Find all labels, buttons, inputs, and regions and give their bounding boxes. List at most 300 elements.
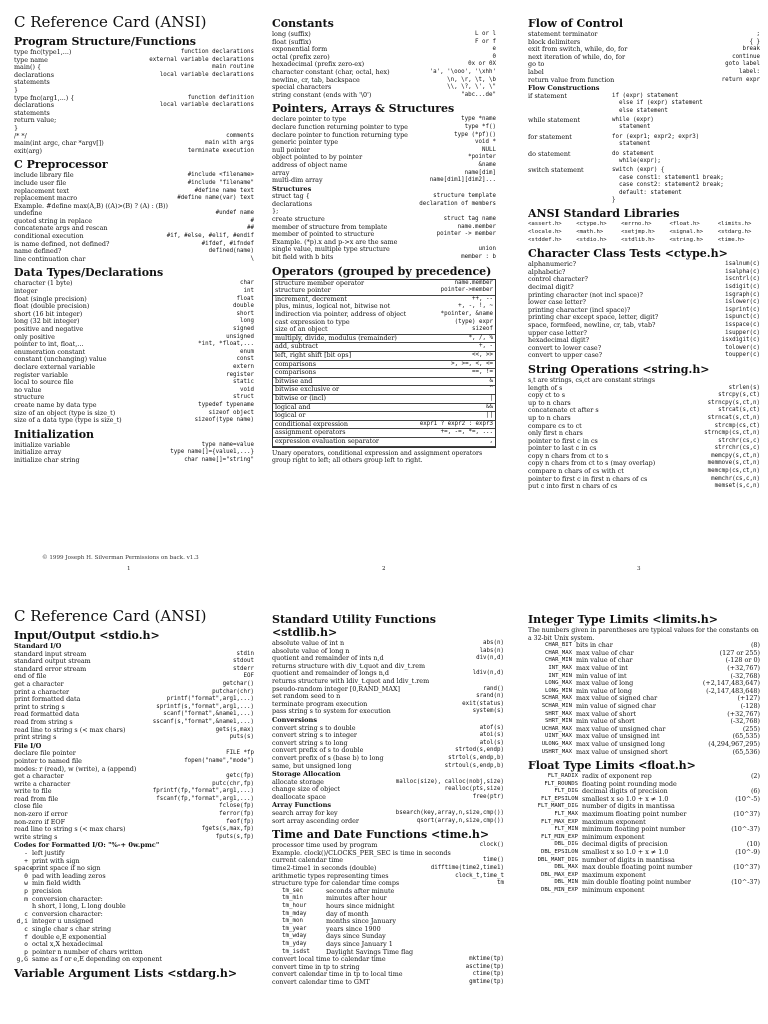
operator-precedence-table	[272, 279, 496, 448]
entry-row	[272, 865, 504, 873]
entry-row	[272, 873, 504, 881]
entry-description: }	[14, 86, 19, 94]
construct-syntax: switch (expr) { case const1: statement1 break; case const2: statement2 break; default: statement }	[612, 167, 724, 204]
entry-description: copy ct to s	[528, 392, 566, 400]
entry-syntax: extern	[233, 363, 254, 370]
entry-syntax: system(s)	[472, 708, 504, 715]
entry-row	[272, 162, 496, 170]
entry-syntax: break	[742, 46, 760, 53]
entry-syntax: NULL	[482, 146, 496, 153]
operator-row	[273, 404, 495, 412]
entry-syntax: fprintf(fp,"format",arg1,...)	[152, 788, 254, 795]
entry-syntax: putc(chr,fp)	[212, 780, 254, 787]
p1-col2-sections	[272, 17, 496, 465]
limit-description: min value of signed char	[576, 701, 656, 710]
entry-syntax: long	[240, 318, 254, 325]
page2-title: C Reference Card (ANSI)	[14, 608, 207, 625]
entry-description: long (suffix)	[272, 31, 311, 38]
entry-description: arithmetic types representing times	[272, 872, 389, 880]
entry-syntax: local variable declarations	[159, 71, 254, 78]
entry-syntax: main routine	[212, 64, 254, 71]
entry-syntax: label:	[739, 68, 760, 75]
limit-constant: CHAR_MIN	[545, 657, 572, 664]
entry-description: pointer to int, float,...	[14, 341, 84, 349]
entry-description: replacement text	[14, 187, 70, 195]
entry-syntax: memcmp(cs,ct,n)	[707, 468, 760, 475]
entry-syntax: atol(s)	[479, 739, 504, 746]
format-code-meaning: min field width	[32, 879, 81, 888]
limit-description: max value of unsigned short	[576, 747, 668, 756]
operator-row	[273, 352, 495, 360]
operator-symbol: name.member	[454, 279, 493, 286]
operator-group	[273, 280, 495, 296]
entry-syntax: signed	[233, 326, 254, 332]
tm-field-meaning: years since 1900	[326, 924, 381, 933]
entry-row	[528, 292, 760, 300]
p1-col1	[14, 14, 254, 574]
entry-syntax: local variable declarations	[159, 102, 254, 109]
limit-constant: LONG_MIN	[545, 687, 572, 694]
entry-description: convert calendar time in tp to local time	[272, 971, 403, 979]
entry-row	[14, 681, 254, 689]
tm-field-name: tm_isdst	[282, 948, 310, 955]
section-heading: ANSI Standard Libraries	[528, 207, 680, 221]
entry-description: compare n chars of cs with ct	[528, 468, 624, 476]
entry-syntax: time()	[483, 857, 504, 864]
entry-row	[14, 148, 254, 156]
entry-row	[14, 788, 254, 796]
library-header: <signal.h>	[669, 229, 704, 236]
entry-row	[272, 763, 504, 771]
entry-row	[14, 133, 254, 141]
entry-description: print to string s	[14, 703, 65, 711]
entry-row	[528, 415, 760, 423]
entry-syntax: #define name(var) text	[177, 195, 254, 202]
entry-row	[272, 655, 504, 663]
entry-syntax: ##	[247, 225, 254, 232]
format-code: o	[24, 940, 28, 949]
format-code-meaning: left justify	[32, 849, 65, 858]
entry-description: pointer to last c in cs	[528, 445, 597, 453]
subsection-label: Flow Constructions	[528, 84, 600, 93]
entry-syntax: clock()	[479, 842, 504, 849]
entry-row	[272, 964, 504, 972]
entry-row	[14, 72, 254, 80]
entry-row	[14, 658, 254, 666]
entry-syntax: &name	[478, 161, 496, 168]
operator-description: add, subtract	[275, 343, 319, 351]
entry-syntax: int	[243, 288, 254, 295]
library-header: <limits.h>	[717, 221, 752, 228]
limit-constant: SHRT_MAX	[545, 710, 572, 717]
entry-row	[272, 725, 504, 733]
entry-row	[528, 453, 760, 461]
entry-description: returns structure with ldiv_t.quot and ldiv_t.rem	[272, 677, 430, 685]
section-heading: Constants	[272, 17, 334, 30]
entry-syntax: toupper(c)	[725, 352, 760, 359]
entry-row	[14, 241, 254, 249]
entry-description: declare function returning pointer to type	[272, 123, 408, 131]
library-header: <time.h>	[717, 236, 745, 243]
entry-row	[272, 693, 504, 701]
entry-syntax: struct	[233, 394, 254, 401]
entry-row	[14, 102, 254, 110]
entry-row	[528, 77, 760, 85]
operator-description: comparisons	[275, 360, 317, 368]
p1-col1-sections	[14, 35, 254, 465]
entry-description: line continuation char	[14, 255, 86, 263]
operator-group	[273, 421, 495, 430]
entry-syntax: ldiv(n,d)	[472, 670, 504, 677]
entry-syntax: isxdigit(c)	[721, 337, 760, 344]
entry-syntax: isalnum(c)	[725, 261, 760, 268]
format-code: c	[24, 909, 28, 918]
entry-row	[14, 341, 254, 349]
entry-syntax: \	[250, 255, 254, 262]
operator-description: cast expression to type	[275, 318, 350, 326]
entry-description: go to	[528, 61, 545, 69]
limit-constant: UCHAR_MAX	[541, 725, 572, 732]
entry-description: }	[14, 124, 19, 132]
entry-description: absolute value of long n	[272, 647, 350, 655]
entry-syntax: strchr(cs,c)	[718, 437, 760, 444]
limit-constant: CHAR_BIT	[545, 642, 572, 649]
tm-field-name: tm_mday	[282, 910, 307, 917]
entry-row	[272, 648, 504, 656]
entry-syntax: member : b	[461, 254, 496, 261]
limit-typical-value: (+32,767)	[727, 663, 760, 672]
construct-name: for statement	[528, 133, 572, 141]
entry-description: long (32 bit integer)	[14, 318, 80, 326]
entry-syntax: strncmp(cs,ct,n)	[704, 430, 760, 437]
entry-description: printing character (not incl space)?	[528, 291, 643, 299]
library-header: <locale.h>	[528, 229, 562, 236]
entry-description: control character?	[528, 276, 588, 284]
format-code-meaning: integer u unsigned	[32, 917, 94, 926]
entry-description: upper case letter?	[528, 329, 587, 337]
library-header: <errno.h>	[621, 221, 652, 228]
entry-syntax: void	[240, 386, 254, 393]
tm-field-name: tm_mon	[282, 918, 303, 925]
limit-description: min value of long	[576, 686, 632, 695]
entry-row	[272, 246, 496, 254]
entry-syntax: asctime(tp)	[465, 963, 504, 970]
entry-description: processor time used by program	[272, 842, 378, 850]
operator-description: conditional expression	[275, 420, 349, 428]
limit-typical-value: (4,294,967,295)	[708, 739, 760, 748]
entry-syntax: char name[]="string"	[184, 456, 254, 463]
entry-syntax: external variable declarations	[149, 56, 254, 63]
p1-footer: © 1999 Joseph H. Silverman Permissions on back. v1.3	[42, 555, 199, 561]
operator-symbol: ||	[486, 412, 493, 419]
float-description: minimum exponent	[582, 886, 645, 894]
float-typical-value: (6)	[750, 787, 760, 796]
entry-row	[272, 956, 504, 964]
section-heading: Variable Argument Lists <stdarg.h>	[14, 966, 238, 980]
entry-row	[272, 170, 496, 178]
entry-syntax: static	[233, 379, 254, 386]
limit-constant: UINT_MAX	[545, 733, 572, 740]
entry-syntax: name.member	[457, 223, 496, 230]
operator-row	[273, 280, 495, 288]
entry-syntax: pointer -> member	[436, 231, 496, 238]
entry-row	[528, 392, 760, 400]
entry-description: up to n chars	[528, 414, 571, 422]
entry-syntax: type name[]={value1,...}	[170, 449, 254, 456]
entry-syntax: ctime(tp)	[472, 971, 504, 978]
entry-syntax: FILE *fp	[226, 750, 254, 757]
entry-description: conditional execution	[14, 233, 84, 241]
entry-syntax: puts(s)	[229, 734, 254, 741]
entry-description: convert to upper case?	[528, 352, 603, 360]
entry-syntax: atoi(s)	[479, 732, 504, 739]
operator-symbol: &	[489, 377, 493, 384]
float-typical-value: (2)	[750, 772, 760, 781]
entry-syntax: void *	[475, 139, 496, 146]
entry-description: octal (prefix zero)	[272, 53, 330, 61]
operator-symbol: expr1 ? expr2 : expr3	[419, 420, 493, 427]
entry-description: Example. clock()/CLOCKS_PER_SEC is time in seconds	[272, 849, 451, 857]
operator-description: assignment operators	[275, 429, 346, 437]
float-typical-value: (10^-9)	[735, 848, 760, 857]
p2-col1-sections	[14, 629, 254, 980]
library-header: <setjmp.h>	[621, 229, 655, 236]
format-code-meaning: print with sign	[32, 856, 80, 865]
entry-description: convert string s to double	[272, 724, 356, 732]
p1-col3-sections	[528, 17, 760, 491]
entry-description: enumeration constant	[14, 348, 86, 356]
entry-row	[14, 110, 254, 118]
entry-row	[272, 810, 504, 818]
entry-syntax: L or l	[475, 31, 496, 37]
entry-syntax: #	[250, 217, 254, 224]
library-header: <stdlib.h>	[621, 236, 655, 243]
entry-row	[14, 172, 254, 180]
entry-row	[14, 210, 254, 218]
construct-name: while statement	[528, 116, 581, 124]
entry-description: string constant (ends with '\0')	[272, 91, 372, 99]
library-header: <stdarg.h>	[717, 229, 752, 236]
entry-syntax: fgets(s,max,fp)	[201, 826, 254, 833]
library-header: <math.h>	[576, 229, 604, 236]
format-code: f	[24, 932, 28, 941]
entry-syntax: defined(name)	[208, 248, 254, 255]
entry-description: object pointed to by pointer	[272, 154, 363, 162]
entry-description: space, formfeed, newline, cr, tab, vtab?	[528, 321, 656, 329]
entry-description: Example. (*p).x and p->x are the same	[272, 238, 398, 246]
entry-description: length of s	[528, 384, 563, 392]
float-description: min double floating point number	[582, 878, 691, 887]
entry-description: structure	[14, 394, 45, 402]
entry-description: statement terminator	[528, 31, 598, 38]
entry-row	[272, 708, 504, 716]
entry-syntax: fopen("name","mode")	[184, 757, 254, 764]
operator-row	[273, 438, 495, 446]
entry-row	[528, 299, 760, 307]
entry-description: main(int argc, char *argv[])	[14, 140, 104, 148]
entry-syntax: feof(fp)	[226, 818, 254, 825]
entry-syntax: unsigned	[226, 333, 254, 340]
entry-row	[14, 666, 254, 674]
entry-row	[272, 678, 504, 686]
entry-row	[528, 31, 760, 39]
entry-row	[14, 296, 254, 304]
entry-syntax: malloc(size), calloc(nobj,size)	[395, 778, 504, 785]
operator-row	[273, 303, 495, 311]
operator-description: indirection via pointer, address of object	[275, 311, 407, 318]
section-heading: Initialization	[14, 427, 95, 441]
float-constant: FLT_MIN	[554, 826, 578, 833]
entry-syntax: #define name text	[194, 187, 254, 194]
entry-row	[14, 180, 254, 188]
section-heading: Time and Date Functions <time.h>	[272, 828, 490, 842]
entry-description: change size of object	[272, 786, 341, 794]
entry-row	[14, 819, 254, 827]
entry-row	[528, 269, 760, 277]
entry-row	[528, 460, 760, 468]
section-heading: Integer Type Limits <limits.h>	[528, 613, 718, 626]
entry-row	[14, 803, 254, 811]
entry-description: register variable	[14, 371, 68, 379]
operator-description: structure pointer	[275, 287, 331, 295]
entry-row	[14, 318, 254, 326]
entry-row	[14, 225, 254, 233]
p2-col3	[528, 610, 760, 1024]
entry-description: pseudo-random integer [0,RAND_MAX]	[272, 685, 400, 693]
entry-description: write a character	[14, 780, 71, 788]
entry-row	[14, 826, 254, 834]
limit-typical-value: (8)	[750, 641, 760, 650]
entry-description: bit field with b bits	[272, 254, 334, 262]
entry-row	[528, 445, 760, 453]
entry-row	[272, 740, 504, 748]
library-header: <string.h>	[669, 236, 704, 243]
entry-row	[14, 811, 254, 819]
entry-syntax: #include <filename>	[187, 172, 254, 179]
limit-constant: SCHAR_MAX	[541, 695, 572, 702]
operator-note: Unary operators, conditional expression and assignment operators group right to left; all others group left to right.	[272, 449, 483, 465]
entry-syntax: bsearch(key,array,n,size,cmp())	[395, 810, 504, 817]
operator-description: bitwise exclusive or	[275, 386, 340, 394]
entry-description: type fnc(type1,...)	[14, 49, 72, 56]
entry-syntax: ferror(fp)	[219, 811, 254, 818]
entry-syntax: 'a', '\ooo', '\xhh'	[429, 68, 496, 75]
entry-syntax: continue	[732, 53, 760, 60]
format-code: -	[24, 849, 28, 858]
entry-row	[528, 69, 760, 77]
entry-syntax: memset(s,c,n)	[714, 483, 760, 490]
operator-group	[273, 352, 495, 361]
entry-syntax: type (*pf)()	[454, 131, 496, 138]
operator-group	[273, 386, 495, 395]
entry-syntax: strcmp(cs,ct)	[714, 422, 760, 429]
entry-row	[14, 248, 254, 256]
entry-row	[272, 139, 496, 147]
library-header: <stdio.h>	[576, 236, 607, 243]
entry-description: replacement macro	[14, 195, 78, 203]
entry-syntax: tolower(c)	[725, 344, 760, 351]
entry-syntax: type name=value	[201, 441, 254, 448]
operator-symbol: ,	[489, 437, 493, 444]
operator-group	[273, 404, 495, 413]
float-description: number of digits in mantissa	[582, 855, 675, 864]
operator-row	[273, 335, 495, 343]
float-description: smallest x so 1.0 + x ≠ 1.0	[582, 794, 669, 803]
entry-description: get a character	[14, 773, 64, 781]
entry-row	[14, 303, 254, 311]
entry-syntax: memmove(s,ct,n)	[707, 460, 760, 467]
entry-row	[14, 750, 254, 758]
entry-syntax: *pointer	[468, 154, 496, 161]
operator-symbol: >, >=, <, <=	[451, 360, 493, 367]
entry-description: exit from switch, while, do, for	[528, 46, 628, 54]
entry-row	[528, 54, 760, 62]
entry-description: hexadecimal (prefix zero-ex)	[272, 61, 365, 69]
entry-row	[528, 39, 760, 47]
operator-description: bitwise and	[275, 377, 313, 385]
limit-typical-value: (-32,768)	[730, 671, 760, 680]
operator-row	[273, 361, 495, 369]
section-heading: Data Types/Declarations	[14, 266, 164, 280]
subsection-label: Storage Allocation	[272, 770, 341, 779]
entry-description: multi-dim array	[272, 177, 323, 185]
entry-row	[272, 663, 504, 671]
format-code: +	[24, 856, 28, 865]
entry-description: convert string s to integer	[272, 732, 357, 740]
operator-row	[273, 395, 495, 403]
limit-typical-value: (+32,767)	[727, 709, 760, 718]
format-code-meaning: double e,E exponential	[32, 932, 107, 941]
entry-syntax: name[dim]	[464, 169, 496, 176]
entry-row	[528, 284, 760, 292]
format-code-meaning: pointer n number of chars written	[32, 947, 143, 956]
entry-description: terminate program execution	[272, 700, 368, 708]
entry-row	[14, 280, 254, 288]
entry-row	[14, 696, 254, 704]
entry-row	[272, 193, 496, 201]
entry-row	[528, 261, 760, 269]
entry-description: initialize char string	[14, 456, 80, 464]
operator-description: plus, minus, logical not, bitwise not	[275, 303, 391, 311]
entry-syntax: "abc...de"	[461, 91, 496, 98]
entry-row	[272, 231, 496, 239]
library-list	[528, 221, 760, 244]
entry-row	[272, 154, 496, 162]
entry-row	[14, 140, 254, 148]
p2-col1	[14, 608, 254, 1024]
entry-syntax: #ifdef, #ifndef	[201, 240, 254, 247]
entry-syntax: ispunct(c)	[725, 314, 760, 321]
operator-group	[273, 369, 495, 378]
flow-construct	[528, 93, 760, 115]
float-constant: FLT_MAX	[554, 811, 578, 818]
format-code: w	[24, 879, 28, 888]
entry-syntax: islower(c)	[725, 299, 760, 306]
format-code-meaning: h short, l long, L long double	[32, 902, 126, 911]
entry-row	[528, 307, 760, 315]
entry-row	[14, 326, 254, 334]
subsection-label: Codes for Formatted I/O: "%-+ 0w.pmc"	[14, 841, 160, 850]
operator-description: comparisons	[275, 369, 317, 377]
entry-description: array	[272, 169, 290, 177]
entry-row	[14, 781, 254, 789]
entry-row	[14, 394, 254, 402]
entry-description: copy n chars from ct to s	[528, 452, 609, 460]
entry-description: decimal digit?	[528, 284, 574, 291]
operator-description: left, right shift [bit ops]	[275, 351, 352, 359]
operator-row	[273, 386, 495, 394]
operator-symbol: ^	[489, 386, 493, 393]
